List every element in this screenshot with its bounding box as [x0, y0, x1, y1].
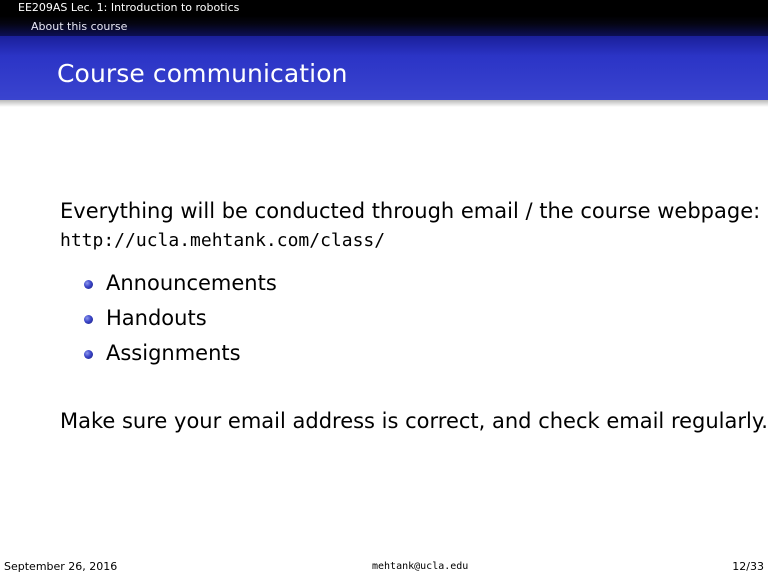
section-name[interactable]: About this course — [31, 20, 128, 33]
footer-date: September 26, 2016 — [4, 560, 118, 573]
slide-headline — [0, 0, 768, 36]
bullet-icon — [84, 315, 93, 324]
page-number: 12/33 — [732, 560, 764, 573]
list-item — [84, 266, 277, 301]
bullet-icon — [84, 350, 93, 359]
footer-email: mehtank@ucla.edu — [372, 561, 469, 572]
title-shadow — [0, 100, 768, 107]
bullet-icon — [84, 280, 93, 289]
list-item — [84, 301, 277, 336]
list-item-label: Assignments — [106, 341, 241, 365]
closing-text: Make sure your email address is correct, and check email regularly. — [60, 409, 768, 433]
frame-title: Course communication — [57, 59, 348, 88]
list-item-label: Announcements — [106, 271, 277, 295]
list-item-label: Handouts — [106, 306, 207, 330]
bullet-list — [84, 266, 277, 371]
list-item — [84, 336, 277, 371]
course-url: http://ucla.mehtank.com/class/ — [60, 230, 386, 251]
slide-footer — [0, 558, 768, 575]
intro-text: Everything will be conducted through email / the course webpage: — [60, 199, 761, 223]
lecture-title[interactable]: EE209AS Lec. 1: Introduction to robotics — [18, 1, 240, 14]
slide-content — [60, 196, 768, 433]
frame-title-bar — [0, 36, 768, 100]
